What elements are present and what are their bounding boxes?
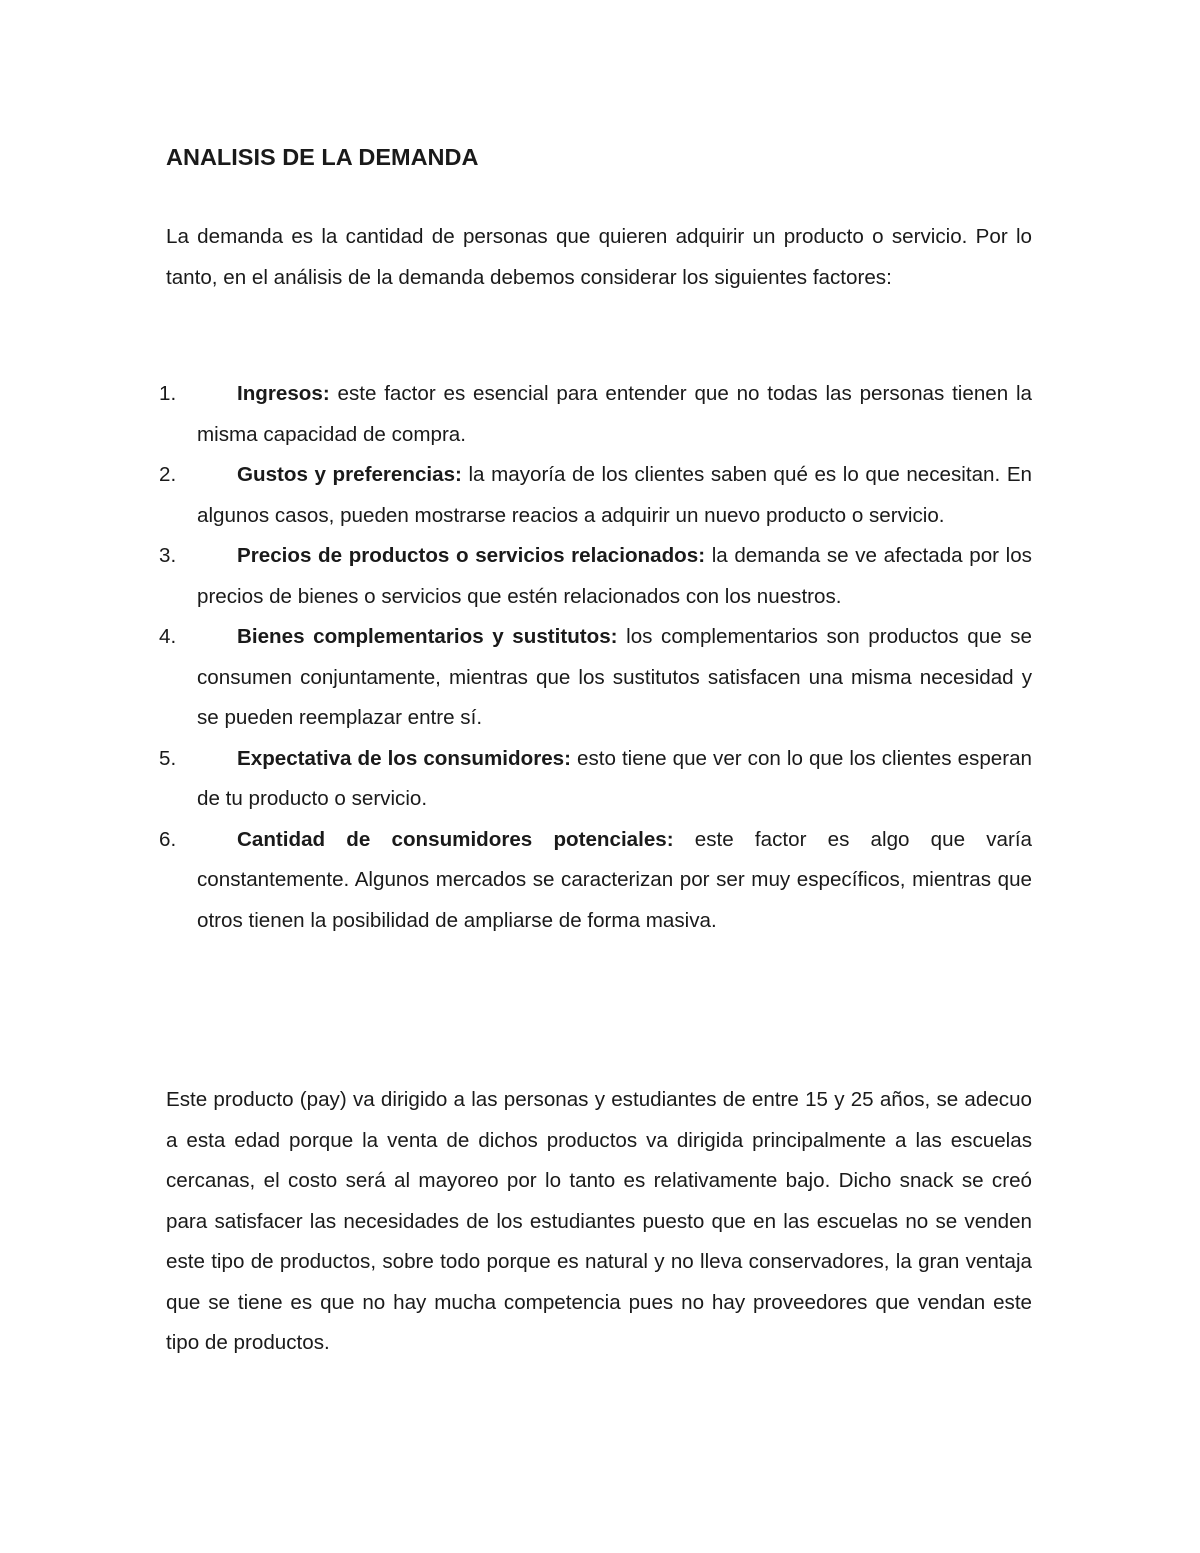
- list-item: [159, 617, 1032, 739]
- document-title: ANALISIS DE LA DEMANDA: [166, 144, 479, 170]
- list-number: 3.: [159, 544, 177, 567]
- list-item: [159, 820, 1033, 942]
- factor-text: la demanda se ve afectada por los precios de bienes o servicios que estén relacionados con los nuestros.: [197, 544, 1032, 608]
- list-number: 1.: [159, 382, 177, 405]
- list-number: 4.: [159, 625, 177, 648]
- factor-text: este factor es algo que varía constantemente. Algunos mercados se caracterizan por ser muy específicos, mientras que otros tienen la posibilidad de ampliarse de forma masiva.: [197, 827, 1033, 932]
- factor-term: Gustos y preferencias:: [237, 463, 462, 486]
- factor-term: Ingresos:: [237, 382, 330, 405]
- list-number: 2.: [159, 463, 177, 486]
- factor-text: este factor es esencial para entender que no todas las personas tienen la misma capacidad de compra.: [197, 382, 1032, 446]
- factors-list: [159, 374, 1033, 941]
- factor-text: esto tiene que ver con lo que los clientes esperan de tu producto o servicio.: [197, 746, 1032, 810]
- list-number: 5.: [159, 746, 177, 770]
- factor-term: Bienes complementarios y sustitutos:: [237, 625, 618, 648]
- factor-text: los complementarios son productos que se consumen conjuntamente, mientras que los sustitutos satisfacen una misma necesidad y se pueden reemplazar entre sí.: [197, 625, 1032, 729]
- factor-term: Expectativa de los consumidores:: [237, 746, 571, 770]
- list-item: [159, 455, 1033, 536]
- list-item: [159, 739, 1032, 820]
- list-item: [159, 374, 1032, 455]
- closing-paragraph: Este producto (pay) va dirigido a las personas y estudiantes de entre 15 y 25 años, se adecuo a esta edad porque la venta de dichos productos va dirigida principalmente a las escuelas cercanas, el costo será al mayoreo por lo tanto es relativamente bajo. Dicho snack se creó para satisfacer las necesidades de los estudiantes puesto que en las escuelas no se venden este tipo de productos, sobre todo porque es natural y no lleva conservadores, la gran ventaja que se tiene es que no hay mucha competencia pues no hay proveedores que vendan este tipo de productos.: [166, 1088, 1032, 1354]
- factor-term: Precios de productos o servicios relacionados:: [237, 544, 706, 567]
- list-item: [159, 536, 1032, 617]
- intro-paragraph: La demanda es la cantidad de personas que quieren adquirir un producto o servicio. Por lo tanto, en el análisis de la demanda debemos considerar los siguientes factores:: [166, 225, 1032, 289]
- list-number: 6.: [159, 827, 177, 851]
- factor-text: la mayoría de los clientes saben qué es lo que necesitan. En algunos casos, pueden mostrarse reacios a adquirir un nuevo producto o servicio.: [197, 463, 1033, 527]
- factor-term: Cantidad de consumidores potenciales:: [237, 827, 674, 851]
